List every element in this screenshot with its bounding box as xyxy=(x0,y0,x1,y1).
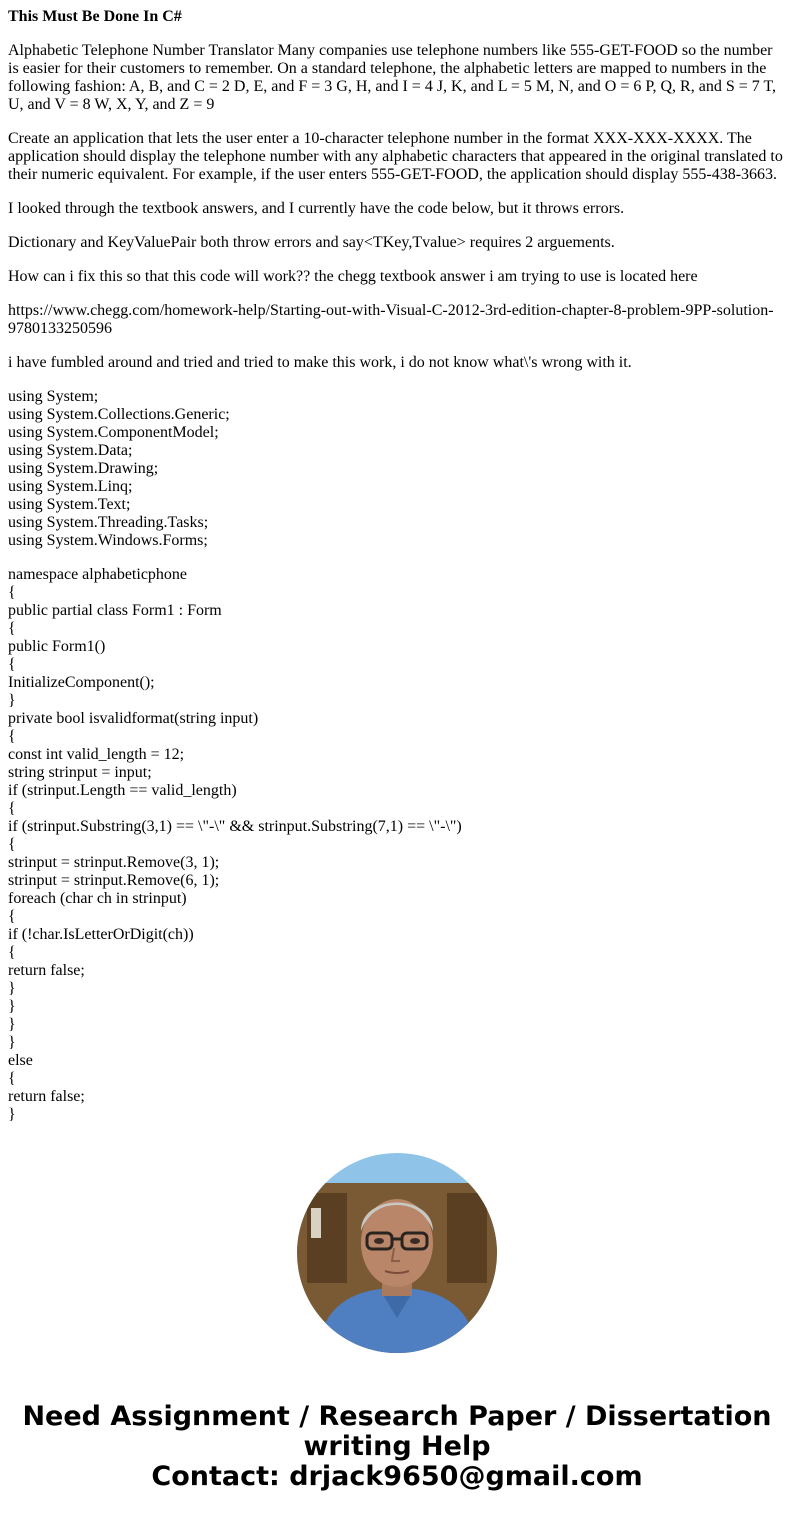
code-line: strinput = strinput.Remove(6, 1); xyxy=(8,872,220,889)
code-line: namespace alphabeticphone xyxy=(8,566,188,583)
code-line: else xyxy=(8,1052,33,1069)
code-line: { xyxy=(8,1070,16,1087)
code-usings xyxy=(8,388,786,550)
code-line: } xyxy=(8,980,16,997)
code-line: { xyxy=(8,944,16,961)
code-body xyxy=(8,566,786,1124)
code-line: using System; xyxy=(8,388,99,405)
code-line: using System.Data; xyxy=(8,442,133,459)
code-line: { xyxy=(8,836,16,853)
code-line: const int valid_length = 12; xyxy=(8,746,185,763)
code-line: } xyxy=(8,1034,16,1051)
code-line: using System.Text; xyxy=(8,496,131,513)
question-context: I looked through the textbook answers, and I currently have the code below, but it throws errors. xyxy=(8,200,625,217)
help-request: How can i fix this so that this code will work?? the chegg textbook answer i am trying to use is located here xyxy=(8,268,698,285)
banner-line-2: writing Help xyxy=(303,1431,491,1462)
reference-url: https://www.chegg.com/homework-help/Starting-out-with-Visual-C-2012-3rd-edition-chapter-8-problem-9PP-solution-9780133250596 xyxy=(8,302,774,337)
code-line: public partial class Form1 : Form xyxy=(8,602,222,619)
closing-remark: i have fumbled around and tried and tried to make this work, i do not know what\'s wrong with it. xyxy=(8,354,632,371)
code-line: } xyxy=(8,998,16,1015)
code-line: } xyxy=(8,692,16,709)
code-line: return false; xyxy=(8,1088,85,1105)
code-line: { xyxy=(8,584,16,601)
code-line: string strinput = input; xyxy=(8,764,152,781)
code-line: InitializeComponent(); xyxy=(8,674,155,691)
document-body xyxy=(8,8,786,1140)
problem-requirements: Create an application that lets the user enter a 10-character telephone number in the format XXX-XXX-XXXX. The application should display the telephone number with any alphabetic characters that appeared in the original translated to their numeric equivalent. For example, if the user enters 555-GET-FOOD, the application should display 555-438-3663. xyxy=(8,130,783,183)
contact-banner xyxy=(0,1402,794,1492)
code-line: foreach (char ch in strinput) xyxy=(8,890,187,907)
code-line: using System.Windows.Forms; xyxy=(8,532,208,549)
code-line: { xyxy=(8,656,16,673)
banner-line-3: Contact: drjack9650@gmail.com xyxy=(151,1461,643,1492)
code-line: return false; xyxy=(8,962,85,979)
code-line: using System.Collections.Generic; xyxy=(8,406,230,423)
question-title: This Must Be Done In C# xyxy=(8,8,182,25)
code-line: using System.Threading.Tasks; xyxy=(8,514,209,531)
author-avatar xyxy=(297,1153,497,1353)
code-line: } xyxy=(8,1016,16,1033)
code-line: { xyxy=(8,800,16,817)
code-line: using System.Drawing; xyxy=(8,460,159,477)
problem-description: Alphabetic Telephone Number Translator Many companies use telephone numbers like 555-GET-FOOD so the number is easier for their customers to remember. On a standard telephone, the alphabetic letters are mapped to numbers in the following fashion: A, B, and C = 2 D, E, and F = 3 G, H, and I = 4 J, K, and L = 5 M, N, and O = 6 P, Q, R, and S = 7 T, U, and V = 8 W, X, Y, and Z = 9 xyxy=(8,42,777,113)
code-line: using System.Linq; xyxy=(8,478,133,495)
code-line: { xyxy=(8,908,16,925)
code-line: if (strinput.Substring(3,1) == \"-\" && strinput.Substring(7,1) == \"-\") xyxy=(8,818,462,835)
code-line: if (strinput.Length == valid_length) xyxy=(8,782,237,799)
code-line: { xyxy=(8,728,16,745)
code-line: strinput = strinput.Remove(3, 1); xyxy=(8,854,220,871)
code-line: using System.ComponentModel; xyxy=(8,424,219,441)
code-line: { xyxy=(8,620,16,637)
error-description: Dictionary and KeyValuePair both throw errors and say<TKey,Tvalue> requires 2 arguements. xyxy=(8,234,615,251)
code-line: public Form1() xyxy=(8,638,106,655)
banner-line-1: Need Assignment / Research Paper / Dissertation xyxy=(22,1401,772,1432)
code-line: private bool isvalidformat(string input) xyxy=(8,710,259,727)
code-line: if (!char.IsLetterOrDigit(ch)) xyxy=(8,926,194,943)
code-line: } xyxy=(8,1106,16,1123)
author-photo xyxy=(297,1153,497,1353)
